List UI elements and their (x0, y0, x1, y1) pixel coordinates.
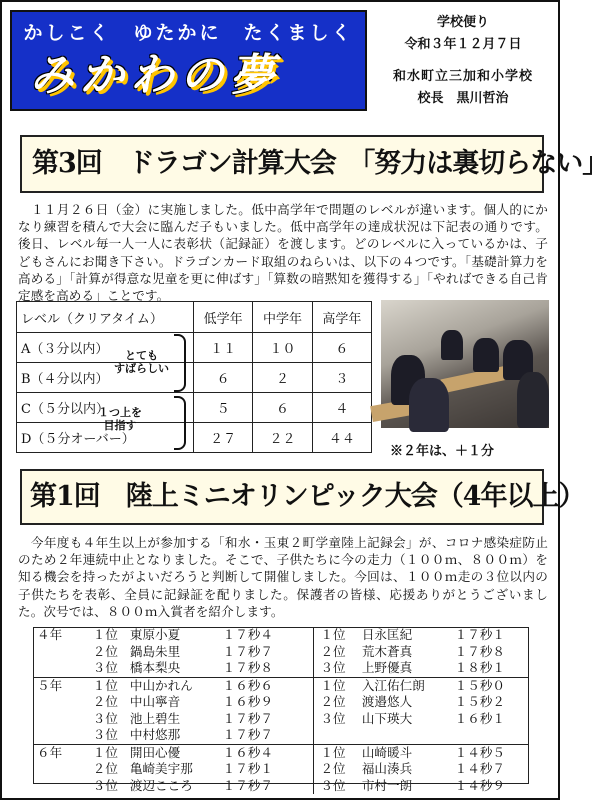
time: １６秒９ (221, 694, 314, 711)
masthead-banner (10, 10, 367, 111)
note-cd-line2: 目指す (103, 419, 137, 432)
high-cell: ６ (312, 333, 371, 363)
time: １７秒８ (221, 660, 314, 677)
name: 山崎暖斗 (361, 744, 413, 760)
brace-ab (174, 334, 186, 392)
table-header-row (17, 302, 372, 333)
rank: １位 (320, 627, 346, 642)
name: 荒木蒼真 (361, 643, 413, 659)
table-row (33, 677, 529, 694)
name: 入江佑仁朗 (361, 677, 425, 693)
rank: ３位 (314, 660, 360, 677)
header-mid: 中学年 (253, 302, 312, 333)
low-cell: ５ (194, 393, 253, 423)
name: 開田心優 (129, 744, 181, 760)
section-title-dragon-calc: 第3回 ドラゴン計算大会 「努力は裏切らない」 (20, 135, 544, 193)
high-cell: ４ (312, 393, 371, 423)
grade-label: ６年 (37, 744, 63, 760)
name: 渡辺こころ (129, 777, 193, 793)
time: １７秒１ (221, 761, 314, 778)
table-row (17, 393, 372, 423)
level-results-table (16, 301, 372, 453)
header-high: 高学年 (312, 302, 371, 333)
low-cell: ２７ (194, 423, 253, 453)
grade-group-6 (33, 744, 529, 794)
mid-cell: ６ (253, 393, 312, 423)
brace-cd (174, 396, 186, 450)
name: 池上碧生 (129, 710, 181, 726)
school-motto: かしこく ゆたかに たくましく (23, 22, 354, 44)
name: 上野優真 (360, 660, 453, 677)
time: １４秒９ (454, 777, 505, 793)
name: 山下瑛大 (361, 710, 413, 726)
classroom-photo (381, 300, 549, 428)
mini-olympics-paragraph: 今年度も４年生以上が参加する「和水・玉東２町学童陸上記録会」が、コロナ感染症防止のため２年連続中止となりました。そこで、子供たちに今の走力（１００ｍ、８００ｍ）を知る機会を持ったがよいだろうと判断して開催しました。今回は、１００ｍ走の３位以内の子供たちを表彰、全員に記録証を配りました。保護者の皆様、応援ありがとうございました。次号では、８００ｍ入賞者を紹介します。 (18, 535, 548, 619)
table-row (33, 711, 529, 728)
time: １６秒６ (221, 677, 314, 694)
rank: ２位 (92, 643, 118, 659)
newsletter-logo: みかわの夢 (30, 50, 280, 101)
header-level: レベル（クリアタイム） (17, 302, 194, 333)
newsletter-type: 学校便り (436, 15, 489, 30)
sprint-results-table (33, 627, 529, 794)
table-row (17, 363, 372, 393)
time: １７秒８ (454, 643, 505, 659)
table-row (17, 423, 372, 453)
rank: ２位 (320, 643, 346, 659)
section-title-mini-olympics: 第1回 陸上ミニオリンピック大会（4年以上） (20, 469, 544, 525)
name: 渡邉悠人 (361, 694, 413, 709)
time: １５秒２ (454, 694, 505, 709)
time: １７秒７ (221, 711, 314, 728)
name: 中村悠那 (128, 727, 221, 744)
level-cell: A（３分以内） (17, 333, 194, 363)
time: １４秒７ (454, 761, 505, 776)
time: １７秒７ (221, 778, 314, 795)
rank: １位 (92, 627, 118, 642)
high-cell: ３ (312, 363, 371, 393)
rank: ２位 (92, 694, 118, 709)
name: 亀崎美宇那 (129, 761, 193, 776)
rank: １位 (92, 744, 118, 760)
time: １８秒１ (453, 660, 529, 677)
rank: ２位 (320, 694, 346, 709)
time: １６秒４ (221, 744, 314, 761)
rank: ３位 (91, 660, 128, 677)
rank: ３位 (92, 710, 118, 726)
rank: ３位 (320, 777, 346, 793)
table-row (33, 727, 529, 744)
grade-group-5 (33, 677, 529, 744)
mid-cell: １０ (253, 333, 312, 363)
level-cell: D（５分オーバー） (17, 423, 194, 453)
table-row (33, 644, 529, 661)
mid-cell: ２２ (253, 423, 312, 453)
grade-label: ５年 (37, 677, 63, 693)
rank: ２位 (320, 761, 346, 776)
name: 中山かれん (129, 677, 193, 693)
time: １７秒１ (454, 627, 505, 642)
table-row (33, 627, 529, 644)
level-cell: B（４分以内） (17, 363, 194, 393)
table-row (17, 333, 372, 363)
note-ab (114, 349, 169, 375)
time: １７秒７ (221, 727, 314, 744)
rank: １位 (92, 677, 118, 693)
mid-cell: ２ (253, 363, 312, 393)
dragon-calc-paragraph: １１月２６日（金）に実施しました。低中高学年で問題のレベルが違います。個人的にかなり練習を積んで大会に臨んだ子もいました。低中高学年の達成状況は下記表の通りです。後日、レベル毎一人一人に表彰状（記録証）を渡します。どのレベルに入っているかは、子どもさんにお聞き下さい。ドラゴンカード取組のねらいは、以下の４つです。「基礎計算力を高める」「計算が得意な児童を更に伸ばす」「算数の暗黙知を獲得する」「やればできる自己肯定感を高める」ことです。 (18, 202, 548, 304)
name: 福山湊兵 (361, 761, 413, 776)
note-ab-line2: すばらしい (114, 362, 169, 375)
name: 橋本梨央 (128, 660, 221, 677)
time: １７秒４ (221, 627, 314, 644)
name: 中山寧音 (129, 694, 181, 709)
table-row (33, 778, 529, 795)
note-cd (98, 406, 142, 432)
school-name: 和水町立三加和小学校 (392, 69, 533, 84)
low-cell: ６ (194, 363, 253, 393)
grade2-note: ※２年は、＋１分 (390, 444, 495, 459)
grade-label: ４年 (37, 627, 63, 642)
rank: ３位 (320, 710, 346, 726)
time: １４秒５ (454, 744, 505, 760)
name: 東原小夏 (129, 627, 181, 642)
rank: １位 (320, 744, 346, 760)
table-row (33, 761, 529, 778)
name: 日永匡紀 (361, 627, 413, 642)
principal-name: 校長 黒川哲治 (417, 91, 509, 106)
name: 市村一朗 (361, 777, 413, 793)
issue-date: 令和３年１２月７日 (404, 37, 522, 52)
table-row (33, 694, 529, 711)
time: １６秒１ (454, 710, 505, 726)
rank: ２位 (92, 761, 118, 776)
time: １７秒７ (221, 644, 314, 661)
rank: ３位 (91, 727, 128, 744)
time: １５秒０ (454, 677, 505, 693)
rank: １位 (320, 677, 346, 693)
rank: ３位 (92, 777, 118, 793)
low-cell: １１ (194, 333, 253, 363)
name: 鍋島朱里 (129, 643, 181, 659)
grade-group-4 (33, 627, 529, 677)
table-row (33, 744, 529, 761)
note-cd-line1: １つ上を (98, 406, 142, 419)
table-row (33, 660, 529, 677)
level-cell: C（５分以内） (17, 393, 194, 423)
high-cell: ４４ (312, 423, 371, 453)
header-low: 低学年 (194, 302, 253, 333)
issue-info (374, 12, 552, 110)
note-ab-line1: とても (125, 349, 158, 362)
